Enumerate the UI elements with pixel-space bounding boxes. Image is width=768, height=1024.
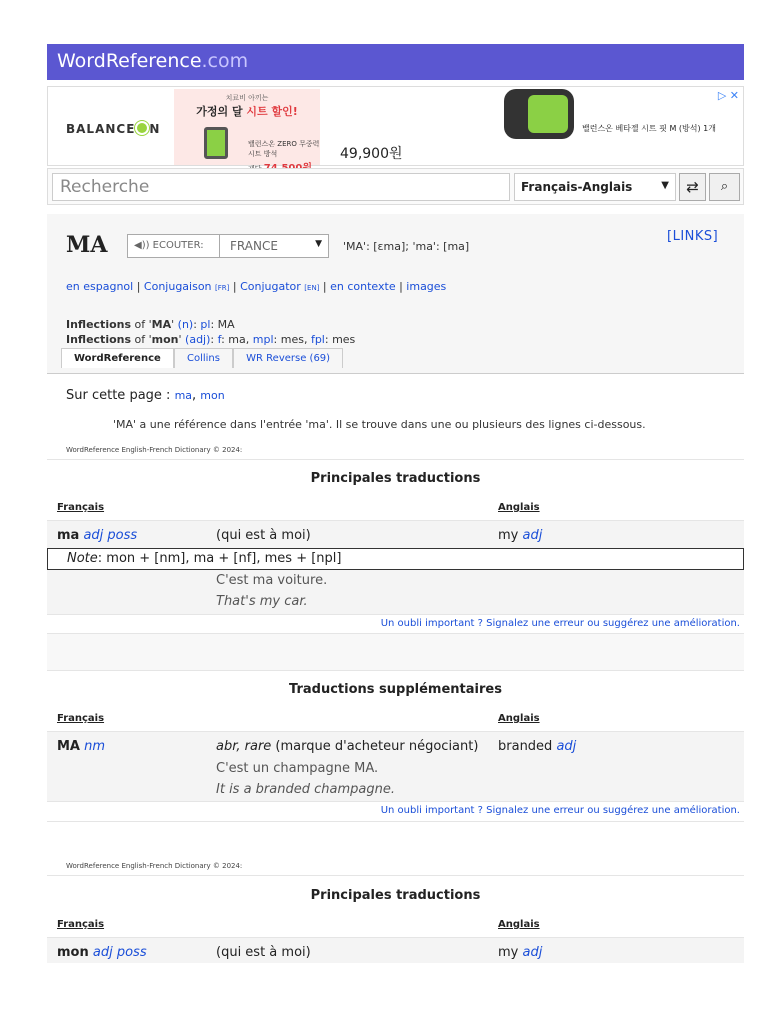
table1-note: Note: mon + [nm], ma + [nf], mes + [npl] <box>47 548 744 570</box>
headword: MA <box>66 232 108 258</box>
ad-price[interactable]: 49,900원 <box>340 146 403 162</box>
table1-title: Principales traductions <box>310 471 481 486</box>
chevron-down-icon: ▼ <box>661 180 669 191</box>
search-bar <box>47 168 744 205</box>
cushion-image-icon <box>204 127 228 159</box>
separator <box>47 821 744 822</box>
table2-col-en: Anglais <box>498 713 540 724</box>
tab-collins[interactable]: Collins <box>174 348 233 368</box>
separator <box>47 520 744 521</box>
table3-col-fr: Français <box>57 919 105 930</box>
ad-promo-image[interactable] <box>174 89 320 165</box>
separator <box>47 937 744 938</box>
report-error-link-1[interactable]: Un oubli important ? Signalez une erreur ou suggérez une amélioration. <box>380 618 740 629</box>
search-button[interactable] <box>709 173 740 201</box>
table2-translation: branded adj <box>498 739 577 754</box>
accent-select-value: FRANCE <box>230 239 278 253</box>
separator <box>47 801 744 802</box>
table3-translation: my adj <box>498 945 543 960</box>
table1-col-en: Anglais <box>498 502 540 513</box>
table3-gloss: (qui est à moi) <box>216 945 311 960</box>
ad-product-text[interactable]: 밸런스온 베타젤 시트 핏 M (방석) 1개 <box>582 124 716 133</box>
search-input[interactable]: Recherche <box>52 173 510 201</box>
link-images[interactable]: images <box>406 280 447 293</box>
separator <box>47 459 744 460</box>
site-header[interactable] <box>47 44 744 80</box>
link-conjugator[interactable]: Conjugator [EN] <box>240 280 320 293</box>
site-logo-domain[interactable]: .com <box>201 50 249 72</box>
table1-gloss: (qui est à moi) <box>216 528 311 543</box>
table1-word: ma adj poss <box>57 528 138 543</box>
search-icon: ⌕ <box>720 179 729 194</box>
links-button[interactable]: [LINKS] <box>667 229 719 244</box>
entry-content <box>47 374 744 984</box>
inflection-line-ma: Inflections of 'MA' (n): pl: MA <box>66 318 235 331</box>
tab-wordreference[interactable]: WordReference <box>61 348 174 368</box>
pronunciation: 'MA': [ɛma]; 'ma': [ma] <box>343 240 470 253</box>
ad-brand-logo[interactable] <box>66 121 160 136</box>
table1-col-fr: Français <box>57 502 105 513</box>
table1-row-band <box>47 520 744 548</box>
article <box>47 214 744 984</box>
inflections <box>66 317 355 347</box>
ad-brand-suffix: N <box>149 122 161 136</box>
site-logo-name[interactable]: WordReference <box>57 50 202 72</box>
adchoices-close-icon[interactable]: ▷ ✕ <box>717 89 739 102</box>
table2-title: Traductions supplémentaires <box>289 682 502 697</box>
dictionary-select-value: Français-Anglais <box>521 180 633 194</box>
report-error-link-2[interactable]: Un oubli important ? Signalez une erreur ou suggérez une amélioration. <box>380 805 740 816</box>
table2-example-fr: C'est un champagne MA. <box>216 761 379 776</box>
dictionary-tabs <box>61 348 340 370</box>
ad-promo-price: 밸런스온 ZERO 무중력 시트 방석 <box>248 140 320 158</box>
accent-select[interactable] <box>219 234 329 258</box>
table2-example-en: It is a branded champagne. <box>216 782 395 797</box>
listen-button[interactable]: ◀)) ECOUTER: <box>127 234 220 258</box>
link-conjugaison[interactable]: Conjugaison [FR] <box>143 280 230 293</box>
ad-brand-o-icon <box>135 121 149 135</box>
related-links: en espagnol | Conjugaison [FR] | Conjugator [EN] | en contexte | images <box>66 280 447 293</box>
table2-gloss: abr, rare (marque d'acheteur négociant) <box>216 739 479 754</box>
separator <box>47 614 744 615</box>
anchor-mon[interactable]: mon <box>200 389 225 402</box>
table3-word: mon adj poss <box>57 945 147 960</box>
tab-wr-reverse[interactable]: WR Reverse (69) <box>233 348 343 368</box>
ad-banner[interactable] <box>47 86 744 166</box>
cushion-product-icon[interactable] <box>504 89 574 139</box>
table1-example-en: That's my car. <box>216 594 308 609</box>
spacer-band <box>47 634 744 670</box>
separator <box>47 875 744 876</box>
ad-promo-small: 치료비 아끼는 <box>225 94 269 102</box>
ad-brand-text: BALANCE <box>66 122 136 136</box>
dictionary-select[interactable] <box>514 173 676 201</box>
link-context[interactable]: en contexte <box>330 280 396 293</box>
table2-word: MA nm <box>57 739 106 754</box>
on-this-page: Sur cette page : ma, mon <box>66 388 225 403</box>
swap-languages-button[interactable] <box>679 173 706 201</box>
table3-row-band <box>47 937 744 963</box>
table3-col-en: Anglais <box>498 919 540 930</box>
inflection-line-mon: Inflections of 'mon' (adj): f: ma, mpl: mes, fpl: mes <box>66 333 356 346</box>
ad-promo-title: 가정의 달 시트 할인! <box>196 105 298 118</box>
redirect-note: 'MA' a une référence dans l'entrée 'ma'. Il se trouve dans une ou plusieurs des lignes ci-dessous. <box>113 418 646 431</box>
swap-icon: ⇄ <box>686 178 699 196</box>
table2-col-fr: Français <box>57 713 105 724</box>
table1-example-fr: C'est ma voiture. <box>216 573 328 588</box>
table3-title: Principales traductions <box>310 888 481 903</box>
separator <box>47 670 744 671</box>
table1-translation: my adj <box>498 528 543 543</box>
copyright-1: WordReference English-French Dictionary © 2024: <box>66 446 243 454</box>
copyright-2: WordReference English-French Dictionary © 2024: <box>66 862 243 870</box>
table1-example-band <box>47 570 744 614</box>
anchor-ma[interactable]: ma <box>174 389 193 402</box>
link-spanish[interactable]: en espagnol <box>66 280 134 293</box>
caret-down-icon: ▼ <box>315 239 322 249</box>
separator <box>47 731 744 732</box>
